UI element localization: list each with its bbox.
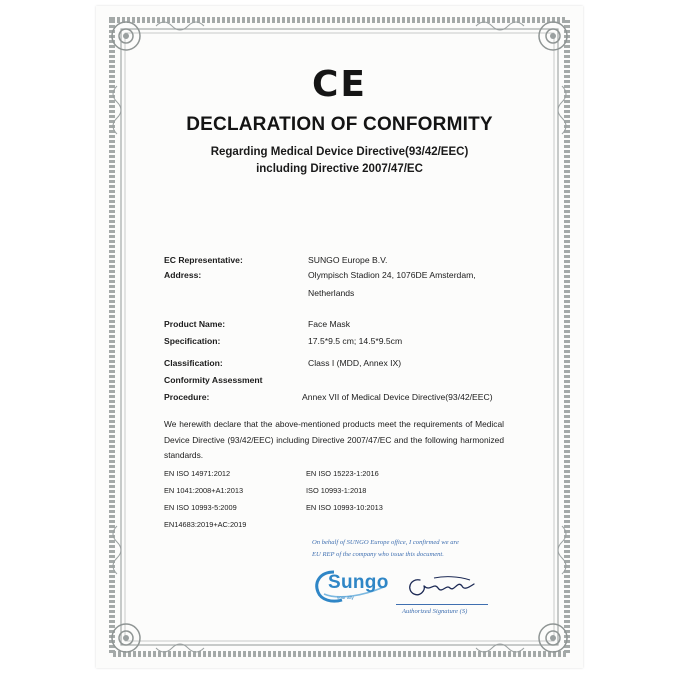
address-line1: Olympisch Stadion 24, 1076DE Amsterdam, <box>308 270 476 280</box>
directive-subtitle-line1: Regarding Medical Device Directive(93/42/EEC) <box>210 146 469 158</box>
standard-item: EN 1041:2008+A1:2013 <box>164 486 244 495</box>
conformity-assessment-label: Conformity Assessment <box>164 375 263 385</box>
address-line2: Netherlands <box>308 288 355 298</box>
address-label: Address: <box>164 270 202 280</box>
certificate-page <box>96 6 583 668</box>
product-name-label: Product Name: <box>164 319 226 329</box>
declaration-paragraph: We herewith declare that the above-mentioned products meet the requirements of Medical Device Directive (93/42/EEC) including Directive 2007/47/EC and the following harmonized standards. <box>164 419 504 460</box>
standard-item: EN ISO 14971:2012 <box>164 469 231 478</box>
ce-mark: CE <box>311 64 367 105</box>
standard-item: EN ISO 15223-1:2016 <box>306 469 379 478</box>
signature-line <box>396 604 488 605</box>
classification-value: Class I (MDD, Annex IX) <box>308 358 402 368</box>
sungo-logo-text: Sungo <box>328 572 389 593</box>
standard-item: EN ISO 10993-5:2009 <box>164 503 237 512</box>
ec-rep-value: SUNGO Europe B.V. <box>308 255 388 265</box>
standard-item: ISO 10993-1:2018 <box>306 486 367 495</box>
product-name-value: Face Mask <box>308 319 351 329</box>
handwritten-signature <box>404 572 480 600</box>
sungo-logo-tagline: your ally <box>337 595 354 600</box>
procedure-value: Annex VII of Medical Device Directive(93/42/EEC) <box>302 392 493 402</box>
representative-note-line2: EU REP of the company who issue this document. <box>312 551 444 558</box>
directive-subtitle-line2: including Directive 2007/47/EC <box>256 163 423 175</box>
representative-note-line1: On behalf of SUNGO Europe office, I confirmed we are <box>312 539 459 546</box>
specification-value: 17.5*9.5 cm; 14.5*9.5cm <box>308 336 403 346</box>
authorized-signature-label: Authorized Signature (S) <box>402 608 468 615</box>
classification-label: Classification: <box>164 358 223 368</box>
procedure-label: Procedure: <box>164 392 210 402</box>
ec-rep-label: EC Representative: <box>164 255 243 265</box>
document-title: DECLARATION OF CONFORMITY <box>186 114 493 135</box>
standard-item: EN14683:2019+AC:2019 <box>164 520 247 529</box>
standard-item: EN ISO 10993-10:2013 <box>306 503 383 512</box>
specification-label: Specification: <box>164 336 221 346</box>
